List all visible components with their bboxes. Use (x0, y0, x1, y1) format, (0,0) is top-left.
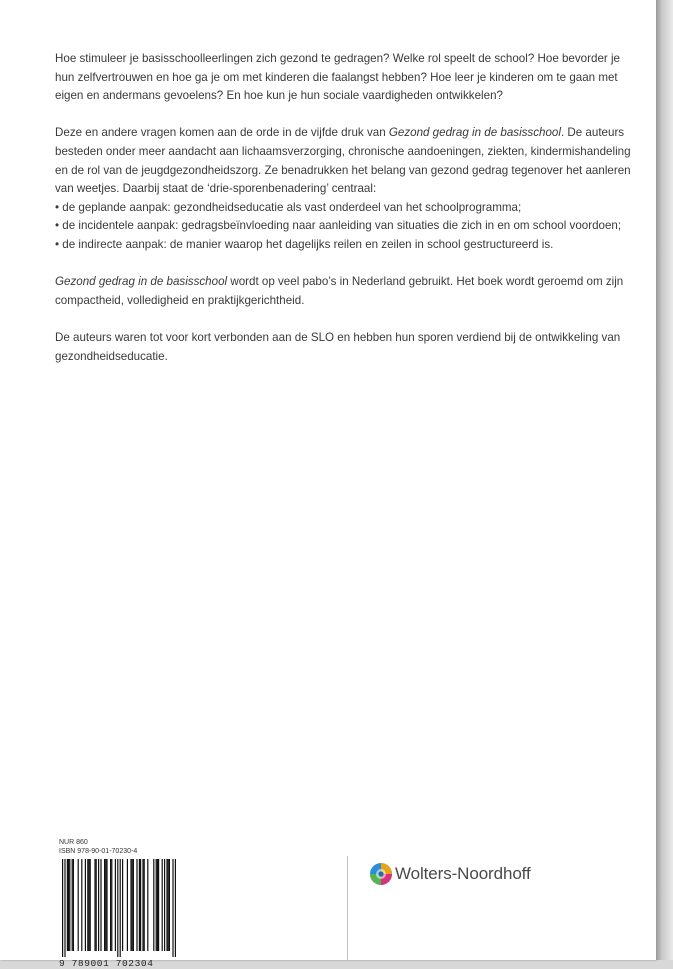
barcode-bar (162, 859, 163, 951)
barcode-bar (98, 859, 99, 951)
bullet-item: • de geplande aanpak: gezondheidseducatie als vast onderdeel van het schoolprogramma; (55, 200, 522, 214)
blurb-text-fragment: wordt op veel pabo’s in Nederland gebruikt. Het boek wordt geroemd om zijn (227, 275, 624, 289)
barcode-bar (157, 859, 158, 951)
barcode-bar (88, 859, 89, 951)
blurb-paragraph-4 (55, 329, 647, 366)
barcode-bar (164, 859, 165, 951)
barcode-bar (144, 859, 145, 951)
barcode-bar (64, 859, 65, 957)
barcode-bar (110, 859, 111, 951)
barcode-bar (104, 859, 105, 951)
blurb-text-fragment: . De auteurs (560, 126, 625, 140)
bullet-item: • de incidentele aanpak: gedragsbeïnvloeding naar aanleiding van situaties die zich in en om school voordoen; (55, 219, 622, 233)
barcode-bar (169, 859, 170, 951)
barcode-bar (132, 859, 133, 951)
barcode-block (59, 838, 179, 969)
barcode-bar (68, 859, 69, 951)
barcode-bar (115, 859, 116, 951)
barcode-bar (127, 859, 128, 951)
barcode-bar (153, 859, 154, 951)
bullet-item: • de indirecte aanpak: de manier waarop het dagelijks reilen en zeilen in school gestructureerd is. (55, 237, 554, 251)
nur-code: NUR 860 (59, 839, 88, 846)
blurb-line: Hoe stimuleer je basisschoolleerlingen zich gezond te gedragen? Welke rol speelt de school? Hoe bevorder je (55, 52, 620, 65)
barcode-bar (111, 859, 112, 951)
blurb-paragraph-2 (55, 124, 647, 254)
barcode-bar (90, 859, 91, 951)
barcode-bar (140, 859, 141, 951)
blurb-line: hun zelfvertrouwen en hoe ga je om met kinderen die faalangst hebben? Hoe leer je kinderen om te gaan met (55, 70, 618, 84)
barcode-bar (175, 859, 176, 957)
blurb-line: besteden onder meer aandacht aan lichaamsverzorging, chronische aandoeningen, ziekten, kindermishandeling (55, 144, 631, 158)
blurb-line (55, 124, 647, 143)
barcode-bar (166, 859, 167, 951)
barcode-bar (130, 859, 131, 951)
blurb-line: en de rol van de jeugdgezondheidszorg. Ze benadrukken het belang van gezond gedrag tegenover het aanleren (55, 163, 631, 177)
barcode-bar (147, 859, 148, 951)
barcode-bar (139, 859, 140, 951)
barcode-bar (156, 859, 157, 951)
barcode-bar (81, 859, 82, 951)
barcode-bar (158, 859, 159, 951)
blurb-line: gezondheidseducatie. (55, 349, 168, 363)
barcode-bar (142, 859, 143, 951)
barcode-bar (73, 859, 74, 951)
barcode-bar (67, 859, 68, 951)
barcode-bar (117, 859, 118, 957)
wolters-kluwer-globe-icon (369, 862, 393, 886)
barcode-bar (72, 859, 73, 951)
barcode-bar (106, 859, 107, 951)
barcode-bar (168, 859, 169, 951)
barcode-bar (69, 859, 70, 951)
barcode-bar (85, 859, 86, 951)
barcode-bar (120, 859, 121, 957)
barcode-bar (122, 859, 123, 951)
blurb-line: eigen en andermans gevoelens? En hoe kun je hun sociale vaardigheden ontwikkelen? (55, 89, 503, 103)
barcode-bar (100, 859, 101, 951)
isbn-text: ISBN 978-90-01-70230-4 (59, 848, 138, 855)
barcode-bar (136, 859, 137, 951)
publisher-name: Wolters-Noordhoff (395, 864, 531, 883)
barcode-bar (133, 859, 134, 951)
barcode-bar (172, 859, 173, 957)
publisher-logo (369, 862, 531, 886)
divider-line (347, 856, 348, 960)
barcode-bar (105, 859, 106, 951)
barcode-bar (94, 859, 95, 951)
blurb-line: compactheid, volledigheid en praktijkgerichtheid. (55, 293, 305, 307)
blurb-paragraph-3 (55, 273, 647, 310)
book-title: Gezond gedrag in de basisschool (388, 126, 561, 140)
barcode-digits: 9 789001 702304 (59, 958, 154, 969)
blurb-line (55, 273, 647, 292)
page-edge (656, 0, 673, 960)
book-title: Gezond gedrag in de basisschool (55, 275, 228, 289)
barcode-bar (78, 859, 79, 951)
blurb-line: van weetjes. Daarbij staat de ‘drie-sporenbenadering’ centraal: (55, 182, 377, 196)
blurb-line: De auteurs waren tot voor kort verbonden aan de SLO en hebben hun sporen verdiend bij de ontwikkeling van (55, 330, 621, 344)
barcode-bar (96, 859, 97, 951)
barcode-bar (87, 859, 88, 951)
barcode (59, 859, 177, 957)
blurb-text (55, 50, 647, 385)
barcode-bar (62, 859, 63, 957)
blurb-paragraph-1 (55, 50, 647, 106)
blurb-text-fragment: Deze en andere vragen komen aan de orde in de vijfde druk van (55, 126, 389, 140)
